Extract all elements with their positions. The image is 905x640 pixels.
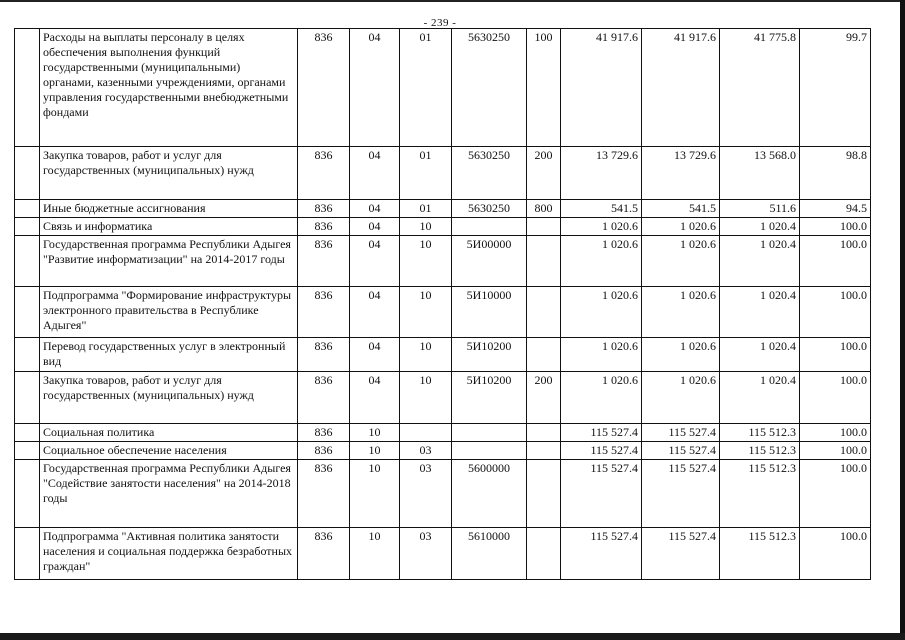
cell-section: 10 [350, 442, 400, 460]
row-margin-cell [15, 528, 40, 580]
cell-ved: 836 [298, 338, 350, 372]
cell-executed: 1 020.4 [720, 372, 800, 424]
cell-percent: 100.0 [800, 528, 871, 580]
cell-executed: 1 020.4 [720, 338, 800, 372]
cell-section: 10 [350, 528, 400, 580]
row-margin-cell [15, 200, 40, 218]
cell-ved: 836 [298, 218, 350, 236]
cell-percent: 100.0 [800, 460, 871, 528]
cell-executed: 115 512.3 [720, 424, 800, 442]
cell-approved: 115 527.4 [642, 460, 720, 528]
cell-name: Закупка товаров, работ и услуг для государственных (муниципальных) нужд [40, 147, 298, 200]
budget-table [14, 28, 871, 580]
cell-executed: 511.6 [720, 200, 800, 218]
table-row [15, 236, 871, 287]
row-margin-cell [15, 460, 40, 528]
cell-subsection: 01 [400, 200, 452, 218]
cell-planned: 115 527.4 [561, 460, 642, 528]
cell-percent: 98.8 [800, 147, 871, 200]
cell-planned: 1 020.6 [561, 287, 642, 338]
cell-expense-type: 200 [527, 372, 561, 424]
cell-name: Связь и информатика [40, 218, 298, 236]
cell-target-article: 5630250 [452, 29, 527, 147]
cell-section: 04 [350, 29, 400, 147]
cell-expense-type [527, 424, 561, 442]
cell-executed: 13 568.0 [720, 147, 800, 200]
cell-ved: 836 [298, 200, 350, 218]
cell-subsection [400, 424, 452, 442]
page-number: - 239 - [423, 17, 457, 29]
cell-executed: 115 512.3 [720, 460, 800, 528]
cell-ved: 836 [298, 147, 350, 200]
row-margin-cell [15, 338, 40, 372]
cell-subsection: 10 [400, 236, 452, 287]
table-row [15, 147, 871, 200]
cell-approved: 115 527.4 [642, 442, 720, 460]
row-margin-cell [15, 236, 40, 287]
cell-expense-type [527, 218, 561, 236]
table-row [15, 29, 871, 147]
cell-percent: 100.0 [800, 236, 871, 287]
cell-target-article: 5600000 [452, 460, 527, 528]
cell-planned: 1 020.6 [561, 372, 642, 424]
cell-section: 10 [350, 424, 400, 442]
cell-executed: 1 020.4 [720, 218, 800, 236]
table-row [15, 424, 871, 442]
cell-name: Иные бюджетные ассигнования [40, 200, 298, 218]
cell-ved: 836 [298, 29, 350, 147]
cell-section: 04 [350, 200, 400, 218]
cell-subsection: 10 [400, 287, 452, 338]
cell-approved: 115 527.4 [642, 424, 720, 442]
table-row [15, 287, 871, 338]
cell-planned: 541.5 [561, 200, 642, 218]
cell-expense-type: 100 [527, 29, 561, 147]
cell-target-article: 5И10200 [452, 338, 527, 372]
cell-name: Социальное обеспечение населения [40, 442, 298, 460]
cell-target-article: 5610000 [452, 528, 527, 580]
cell-subsection: 03 [400, 528, 452, 580]
cell-name: Государственная программа Республики Адыгея "Содействие занятости населения" на 2014-2018 годы [40, 460, 298, 528]
cell-name: Перевод государственных услуг в электронный вид [40, 338, 298, 372]
cell-executed: 115 512.3 [720, 442, 800, 460]
cell-planned: 1 020.6 [561, 236, 642, 287]
cell-subsection: 10 [400, 372, 452, 424]
cell-subsection: 10 [400, 338, 452, 372]
table-row [15, 460, 871, 528]
cell-section: 04 [350, 147, 400, 200]
row-margin-cell [15, 147, 40, 200]
row-margin-cell [15, 442, 40, 460]
cell-planned: 115 527.4 [561, 424, 642, 442]
cell-executed: 1 020.4 [720, 236, 800, 287]
cell-subsection: 03 [400, 442, 452, 460]
cell-executed: 115 512.3 [720, 528, 800, 580]
cell-expense-type [527, 338, 561, 372]
table-row [15, 200, 871, 218]
cell-executed: 1 020.4 [720, 287, 800, 338]
cell-section: 10 [350, 460, 400, 528]
cell-subsection: 10 [400, 218, 452, 236]
cell-section: 04 [350, 218, 400, 236]
cell-ved: 836 [298, 528, 350, 580]
cell-percent: 100.0 [800, 424, 871, 442]
cell-name: Социальная политика [40, 424, 298, 442]
cell-name: Расходы на выплаты персоналу в целях обеспечения выполнения функций государственными (муниципальными) органами, казенными учреждениями, органами управления государственными внебюджетными фондами [40, 29, 298, 147]
cell-expense-type: 200 [527, 147, 561, 200]
cell-expense-type [527, 528, 561, 580]
cell-percent: 100.0 [800, 338, 871, 372]
row-margin-cell [15, 372, 40, 424]
cell-ved: 836 [298, 236, 350, 287]
cell-percent: 100.0 [800, 218, 871, 236]
cell-approved: 1 020.6 [642, 287, 720, 338]
cell-target-article [452, 424, 527, 442]
cell-target-article: 5630250 [452, 147, 527, 200]
table-row [15, 528, 871, 580]
cell-target-article [452, 218, 527, 236]
cell-section: 04 [350, 372, 400, 424]
cell-planned: 41 917.6 [561, 29, 642, 147]
cell-expense-type [527, 442, 561, 460]
row-margin-cell [15, 287, 40, 338]
cell-approved: 1 020.6 [642, 218, 720, 236]
cell-approved: 541.5 [642, 200, 720, 218]
table-row [15, 372, 871, 424]
cell-approved: 13 729.6 [642, 147, 720, 200]
cell-ved: 836 [298, 287, 350, 338]
cell-subsection: 01 [400, 29, 452, 147]
cell-target-article [452, 442, 527, 460]
scan-edge-right [900, 0, 905, 640]
scan-edge-top [0, 0, 905, 2]
cell-percent: 94.5 [800, 200, 871, 218]
cell-approved: 1 020.6 [642, 236, 720, 287]
cell-planned: 115 527.4 [561, 528, 642, 580]
cell-approved: 1 020.6 [642, 372, 720, 424]
cell-section: 04 [350, 287, 400, 338]
cell-expense-type [527, 460, 561, 528]
row-margin-cell [15, 424, 40, 442]
cell-planned: 1 020.6 [561, 218, 642, 236]
cell-name: Государственная программа Республики Адыгея "Развитие информатизации" на 2014-2017 годы [40, 236, 298, 287]
cell-planned: 13 729.6 [561, 147, 642, 200]
cell-name: Закупка товаров, работ и услуг для государственных (муниципальных) нужд [40, 372, 298, 424]
cell-name: Подпрограмма "Активная политика занятости населения и социальная поддержка безработных граждан" [40, 528, 298, 580]
cell-subsection: 01 [400, 147, 452, 200]
row-margin-cell [15, 29, 40, 147]
table-row [15, 218, 871, 236]
cell-target-article: 5И00000 [452, 236, 527, 287]
cell-percent: 100.0 [800, 287, 871, 338]
cell-expense-type: 800 [527, 200, 561, 218]
cell-percent: 99.7 [800, 29, 871, 147]
cell-planned: 1 020.6 [561, 338, 642, 372]
cell-expense-type [527, 236, 561, 287]
cell-ved: 836 [298, 442, 350, 460]
cell-planned: 115 527.4 [561, 442, 642, 460]
cell-ved: 836 [298, 372, 350, 424]
cell-approved: 115 527.4 [642, 528, 720, 580]
table-row [15, 338, 871, 372]
cell-ved: 836 [298, 424, 350, 442]
cell-ved: 836 [298, 460, 350, 528]
cell-subsection: 03 [400, 460, 452, 528]
row-margin-cell [15, 218, 40, 236]
table-row [15, 442, 871, 460]
cell-executed: 41 775.8 [720, 29, 800, 147]
cell-target-article: 5И10000 [452, 287, 527, 338]
cell-percent: 100.0 [800, 372, 871, 424]
cell-approved: 1 020.6 [642, 338, 720, 372]
scan-edge-bottom [0, 633, 905, 640]
cell-target-article: 5И10200 [452, 372, 527, 424]
cell-percent: 100.0 [800, 442, 871, 460]
cell-section: 04 [350, 338, 400, 372]
cell-expense-type [527, 287, 561, 338]
cell-section: 04 [350, 236, 400, 287]
cell-approved: 41 917.6 [642, 29, 720, 147]
table-body [15, 29, 871, 580]
cell-target-article: 5630250 [452, 200, 527, 218]
cell-name: Подпрограмма "Формирование инфраструктуры электронного правительства в Республике Адыгея" [40, 287, 298, 338]
